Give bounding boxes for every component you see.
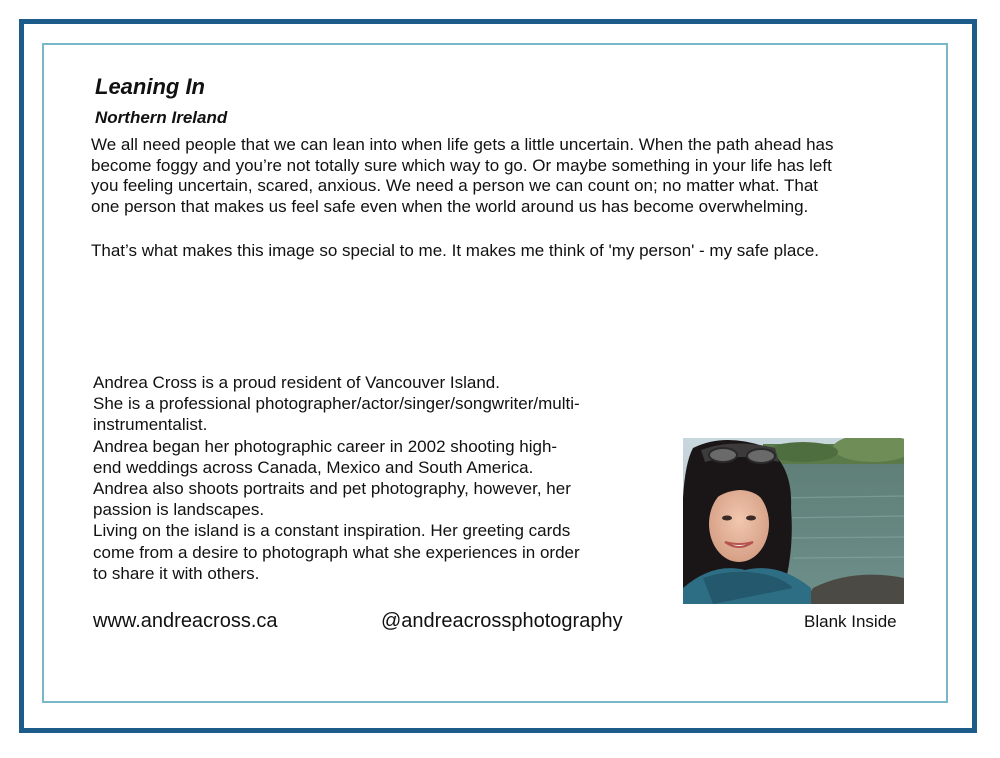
bio-line: end weddings across Canada, Mexico and South America. [93,457,534,477]
bio-line: Andrea began her photographic career in 2002 shooting high- [93,436,558,456]
bio-line: to share it with others. [93,563,260,583]
description-line: We all need people that we can lean into when life gets a little uncertain. When the path ahead has [91,135,834,154]
social-handle-link[interactable]: @andreacrossphotography [381,610,623,632]
description-paragraph [91,135,921,217]
bio-line: come from a desire to photograph what she experiences in order [93,542,580,562]
artist-bio [93,372,580,584]
bio-line: She is a professional photographer/actor/singer/songwriter/multi- [93,394,580,414]
description-line: you feeling uncertain, scared, anxious. We need a person we can count on; no matter what. That [91,176,819,196]
description-line: become foggy and you’re not totally sure which way to go. Or maybe something in your life has left [91,155,832,175]
bio-line: Andrea also shoots portraits and pet photography, however, her [93,479,571,499]
bio-line: Living on the island is a constant inspiration. Her greeting cards [93,521,571,541]
closing-paragraph [91,241,921,262]
description-line: one person that makes us feel safe even when the world around us has become overwhelming. [91,196,809,216]
closing-line: That’s what makes this image so special to me. It makes me think of 'my person' - my safe place. [91,241,820,260]
card-title: Leaning In [95,74,205,99]
blank-inside-caption: Blank Inside [804,612,897,631]
artist-portrait-photo [683,438,904,604]
bio-line: Andrea Cross is a proud resident of Vancouver Island. [93,373,500,392]
bio-line: instrumentalist. [93,415,208,435]
location-subtitle: Northern Ireland [95,108,228,127]
bio-line: passion is landscapes. [93,500,265,520]
website-link[interactable]: www.andreacross.ca [93,610,278,632]
